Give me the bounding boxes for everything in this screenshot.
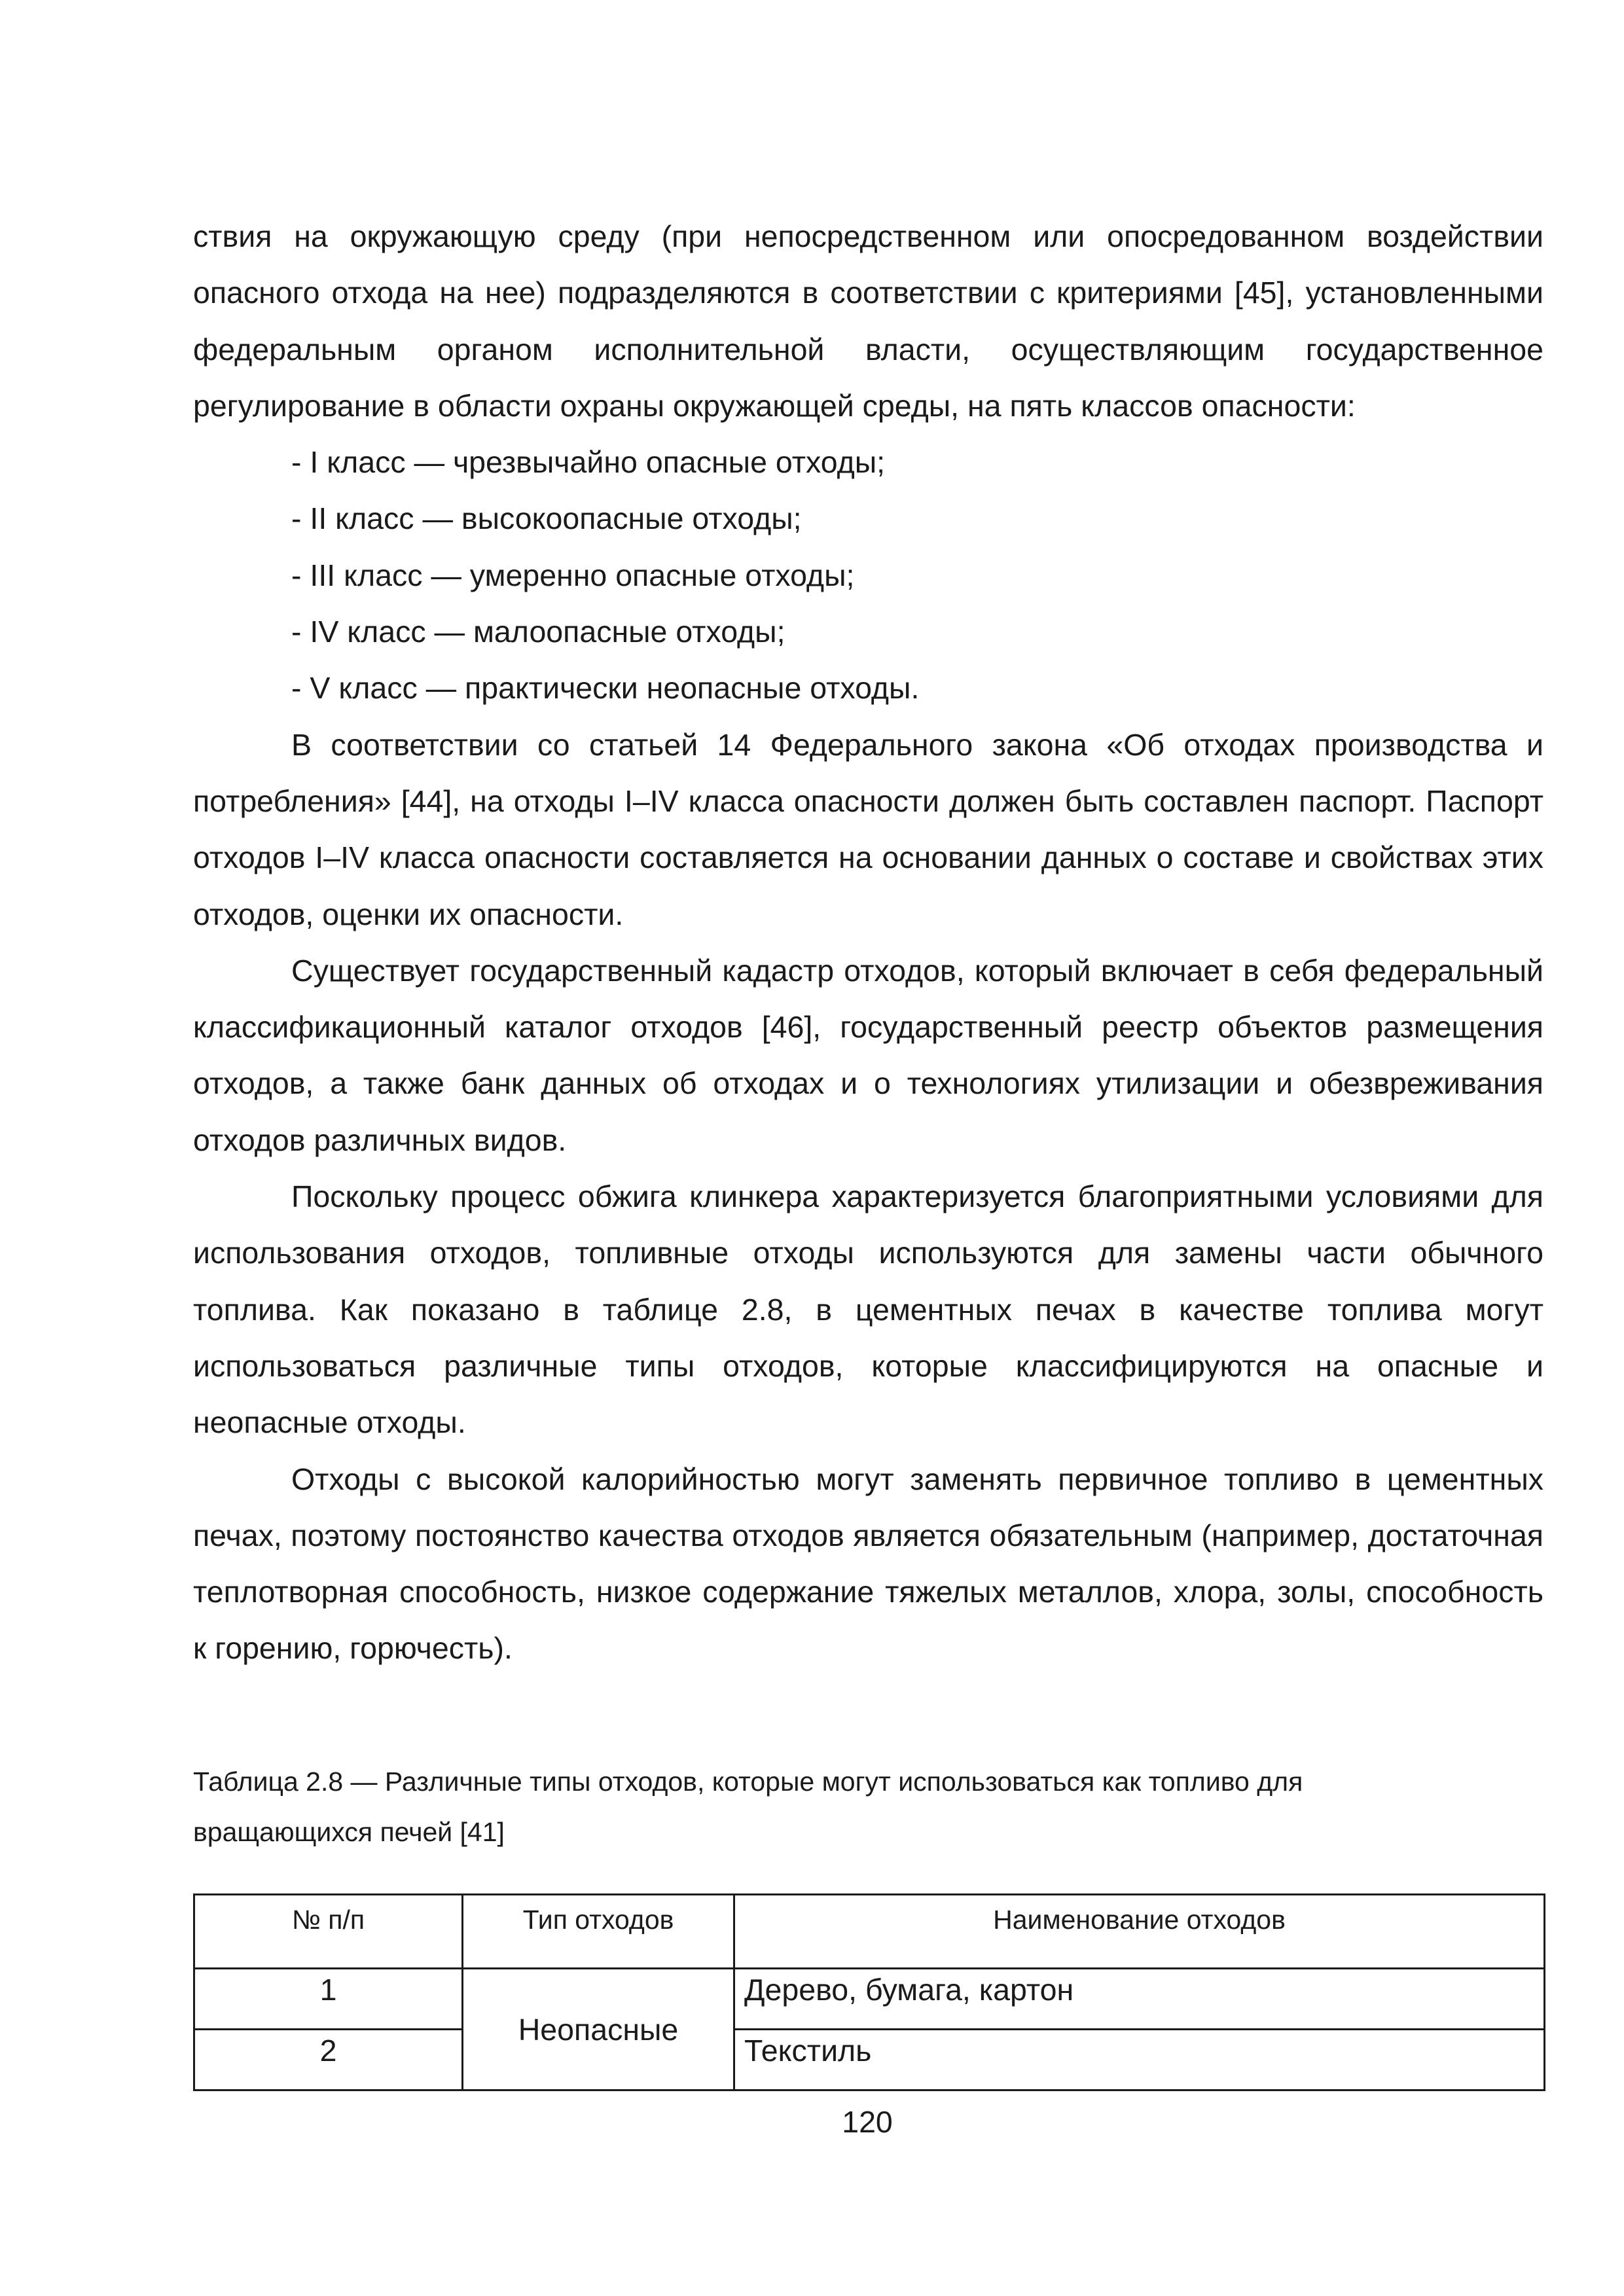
header-name: Наименование отходов bbox=[734, 1895, 1545, 1969]
cell-num: 1 bbox=[194, 1969, 463, 2030]
table-row bbox=[194, 2030, 1545, 2090]
waste-types-table bbox=[193, 1893, 1545, 2091]
hazard-class-item-1: - I класс — чрезвычайно опасные отходы; bbox=[291, 445, 886, 480]
table-caption-line-2: вращающихся печей [41] bbox=[193, 1817, 505, 1847]
table-header-row bbox=[194, 1895, 1545, 1969]
paragraph-hazard-intro: ствия на окружающую среду (при непосредственном или опосредованном воздействии опасного отхода на нее) подразделяются в соответствии с критериями [45], установленными федеральным органом исполнительной власти, осуществляющим государственное регулирование в области охраны окружающей среды, на пять классов опасности: bbox=[193, 219, 1543, 423]
table-caption-line-1: Таблица 2.8 — Различные типы отходов, которые могут использоваться как топливо для bbox=[193, 1767, 1303, 1797]
hazard-class-item-2: - II класс — высокоопасные отходы; bbox=[291, 501, 802, 536]
body-text bbox=[193, 208, 1543, 1677]
table-caption bbox=[193, 1757, 1543, 1857]
cell-name: Дерево, бумага, картон bbox=[734, 1969, 1545, 2030]
paragraph-passport: В соответствии со статьей 14 Федерального закона «Об отходах производства и потребления» [44], на отходы I–IV класса опасности должен быть составлен паспорт. Паспорт отходов I–IV класса опасности составляется на основании данных о составе и свойствах этих отходов, оценки их опасности. bbox=[193, 727, 1543, 931]
header-type: Тип отходов bbox=[463, 1895, 734, 1969]
header-num: № п/п bbox=[194, 1895, 463, 1969]
paragraph-calorific: Отходы с высокой калорийностью могут заменять первичное топливо в цементных печах, поэтому постоянство качества отходов является обязательным (например, достаточная теплотворная способность, низкое содержание тяжелых металлов, хлора, золы, способность к горению, горючесть). bbox=[193, 1462, 1543, 1666]
paragraph-clinker: Поскольку процесс обжига клинкера характеризуется благоприятными условиями для использования отходов, топливные отходы используются для замены части обычного топлива. Как показано в таблице 2.8, в цементных печах в качестве топлива могут использоваться различные типы отходов, которые классифицируются на опасные и неопасные отходы. bbox=[193, 1179, 1543, 1440]
hazard-class-item-3: - III класс — умеренно опасные отходы; bbox=[291, 558, 855, 592]
hazard-class-item-5: - V класс — практически неопасные отходы. bbox=[291, 671, 920, 706]
cell-num: 2 bbox=[194, 2030, 463, 2090]
hazard-class-item-4: - IV класс — малоопасные отходы; bbox=[291, 615, 785, 649]
table-row bbox=[194, 1969, 1545, 2030]
cell-type: Неопасные bbox=[463, 1969, 734, 2090]
page-number: 120 bbox=[842, 2105, 893, 2139]
paragraph-cadastre: Существует государственный кадастр отходов, который включает в себя федеральный классификационный каталог отходов [46], государственный реестр объектов размещения отходов, а также банк данных об отходах и о технологиях утилизации и обезвреживания отходов различных видов. bbox=[193, 953, 1543, 1157]
cell-name: Текстиль bbox=[734, 2030, 1545, 2090]
